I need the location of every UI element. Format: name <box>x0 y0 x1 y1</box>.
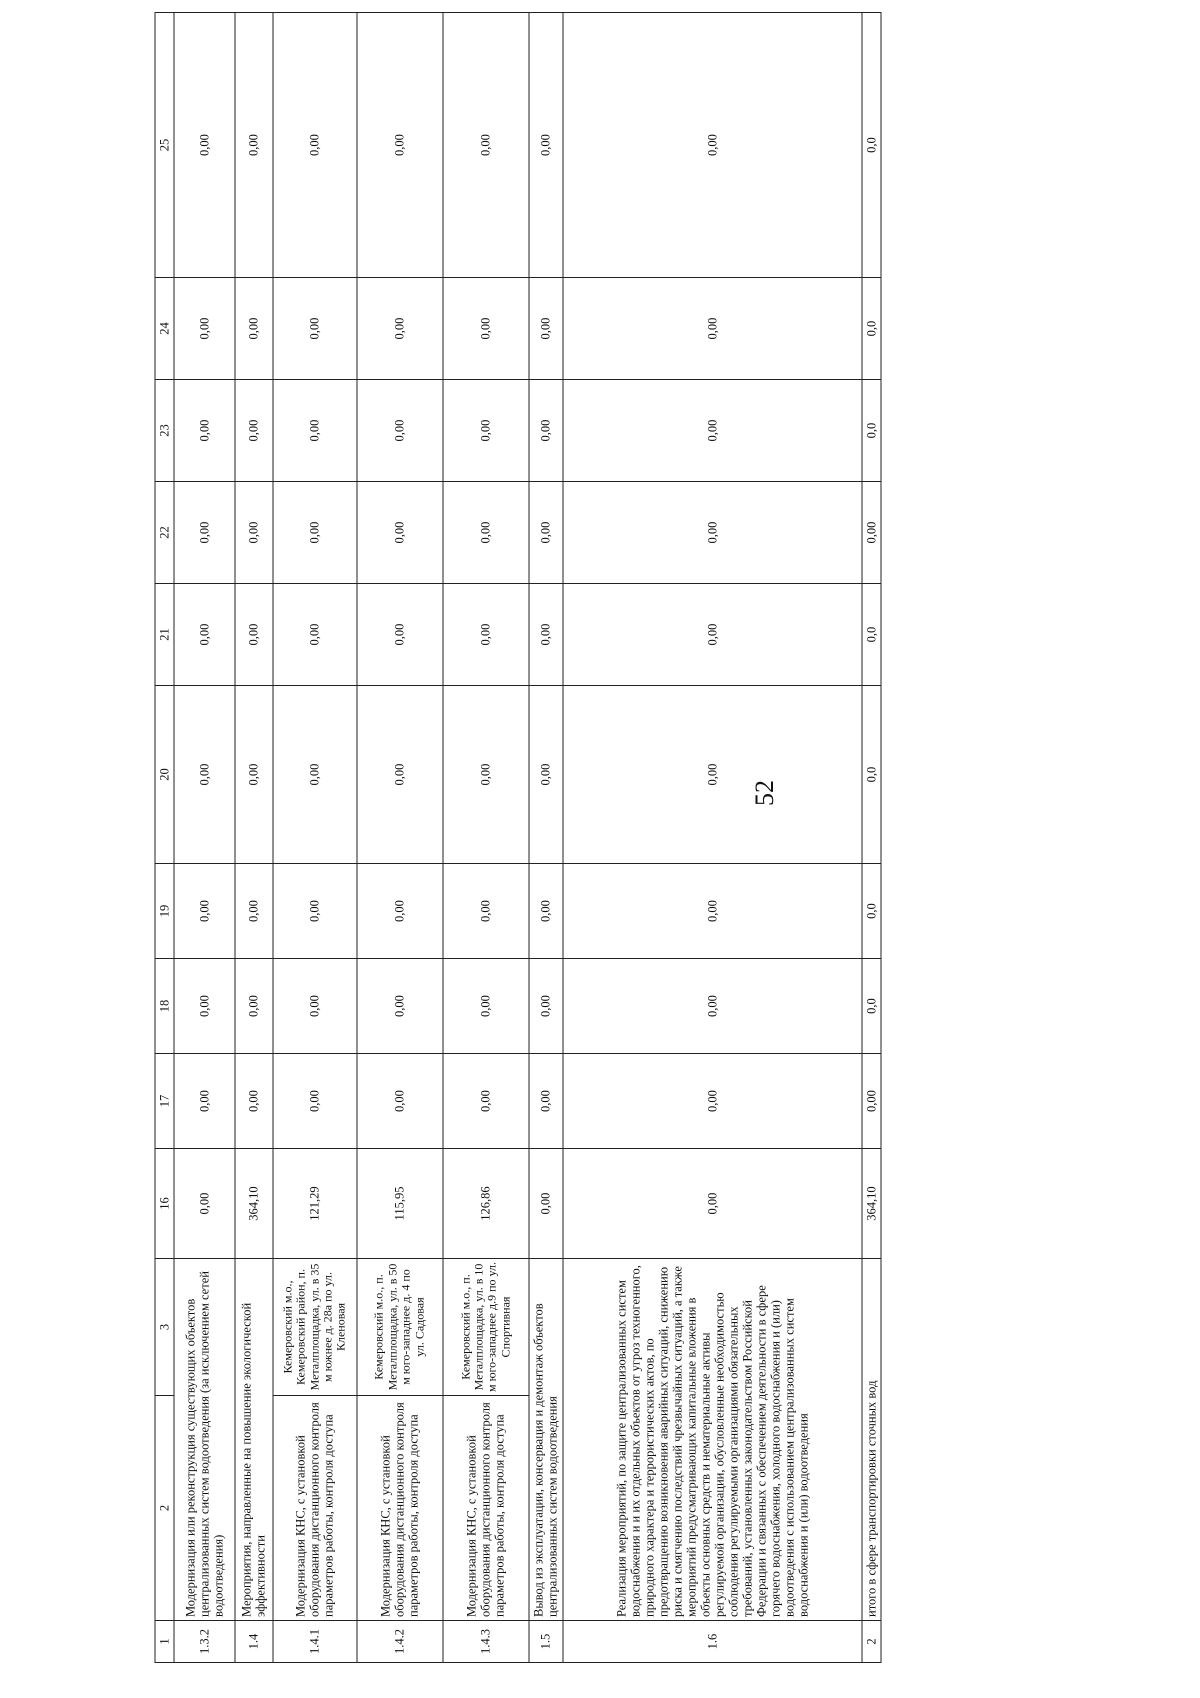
row-name: Реализация мероприятий, по защите централизованных систем водоснабжения и и их отдельных объектов от угроз техногенного, природного характера и террористических актов, по предотвращению возникновения аварийных ситуаций, снижению риска и смягчению последствий чрезвычайных ситуаций, а также мероприятий предусматривающих капитальные вложения в объекты основных средств и нематериальные активы регулируемой организации, обусловленные необходимостью соблюдения регулируемыми организациями обязательных требований, установленных законодательством Российской Федерации и связанных с обеспечением деятельности в сфере горячего водоснабжения, холодного водоснабжения и (или) водоотведения с использованием централизованных систем водоснабжения и (или) водоотведения <box>563 1259 862 1621</box>
value-cell: 364,10 <box>235 1149 273 1259</box>
value-cell: 0,00 <box>862 482 881 584</box>
total-row <box>862 13 881 1663</box>
value-cell: 0,00 <box>529 1149 563 1259</box>
value-cell: 0,0 <box>862 278 881 380</box>
value-cell: 0,00 <box>273 864 357 959</box>
page-number: 52 <box>750 780 779 806</box>
value-cell: 0,00 <box>357 1054 443 1149</box>
header-cell: 25 <box>155 13 174 278</box>
value-cell: 0,00 <box>174 864 235 959</box>
header-cell: 2 <box>155 1396 174 1621</box>
value-cell: 0,00 <box>357 959 443 1054</box>
value-cell: 0,00 <box>529 959 563 1054</box>
table-row <box>443 13 529 1663</box>
value-cell: 0,00 <box>529 278 563 380</box>
rotated-table-container <box>155 13 882 1663</box>
row-name: Модернизация КНС, с установкой оборудования дистанционного контроля параметров работы, контроля доступа <box>357 1396 443 1621</box>
value-cell: 0,00 <box>563 959 862 1054</box>
header-cell: 1 <box>155 1621 174 1663</box>
value-cell: 0,00 <box>273 380 357 482</box>
value-cell: 0,00 <box>174 686 235 864</box>
row-code: 1.4.3 <box>443 1621 529 1663</box>
value-cell: 0,00 <box>443 278 529 380</box>
header-cell: 24 <box>155 278 174 380</box>
value-cell: 0,00 <box>174 380 235 482</box>
value-cell: 0,00 <box>235 482 273 584</box>
value-cell: 0,00 <box>235 686 273 864</box>
row-name: Модернизация или реконструкция существующих объектов централизованных систем водоотведения (за исключением сетей водоотведения) <box>174 1259 235 1621</box>
value-cell: 0,0 <box>862 380 881 482</box>
header-cell: 23 <box>155 380 174 482</box>
value-cell: 121,29 <box>273 1149 357 1259</box>
value-cell: 0,00 <box>235 278 273 380</box>
row-name: Вывод из эксплуатации, консервация и демонтаж объектов централизованных систем водоотведения <box>529 1259 563 1621</box>
value-cell: 0,00 <box>529 13 563 278</box>
value-cell: 0,00 <box>357 13 443 278</box>
value-cell: 0,00 <box>357 864 443 959</box>
value-cell: 0,00 <box>235 1054 273 1149</box>
value-cell: 126,86 <box>443 1149 529 1259</box>
value-cell: 0,00 <box>529 584 563 686</box>
value-cell: 0,00 <box>563 380 862 482</box>
table-row <box>529 13 563 1663</box>
value-cell: 0,00 <box>273 482 357 584</box>
table-row <box>357 13 443 1663</box>
row-code: 1.4.1 <box>273 1621 357 1663</box>
value-cell: 0,00 <box>529 380 563 482</box>
value-cell: 364,10 <box>862 1149 881 1259</box>
row-name: Модернизация КНС, с установкой оборудования дистанционного контроля параметров работы, контроля доступа <box>273 1396 357 1621</box>
header-cell: 20 <box>155 686 174 864</box>
value-cell: 0,00 <box>443 864 529 959</box>
value-cell: 0,00 <box>862 1054 881 1149</box>
value-cell: 0,00 <box>357 278 443 380</box>
value-cell: 0,00 <box>273 1054 357 1149</box>
value-cell: 0,00 <box>273 278 357 380</box>
value-cell: 0,00 <box>235 380 273 482</box>
value-cell: 0,00 <box>529 482 563 584</box>
value-cell: 0,00 <box>357 482 443 584</box>
value-cell: 0,00 <box>235 584 273 686</box>
value-cell: 0,00 <box>563 686 862 864</box>
row-name: итого в сфере транспортировки сточных вод <box>862 1259 881 1621</box>
value-cell: 0,00 <box>235 959 273 1054</box>
row-code: 1.4 <box>235 1621 273 1663</box>
header-cell: 16 <box>155 1149 174 1259</box>
value-cell: 0,00 <box>235 864 273 959</box>
row-name: Модернизация КНС, с установкой оборудования дистанционного контроля параметров работы, контроля доступа <box>443 1396 529 1621</box>
value-cell: 0,00 <box>563 278 862 380</box>
value-cell: 0,00 <box>563 864 862 959</box>
row-code: 1.4.2 <box>357 1621 443 1663</box>
value-cell: 0,00 <box>273 13 357 278</box>
value-cell: 0,00 <box>563 1054 862 1149</box>
value-cell: 0,00 <box>443 686 529 864</box>
value-cell: 0,00 <box>529 686 563 864</box>
value-cell: 0,00 <box>273 959 357 1054</box>
row-name: Мероприятия, направленные на повышение экологической эффективности <box>235 1259 273 1621</box>
value-cell: 0,00 <box>174 1054 235 1149</box>
investment-table <box>155 12 882 1663</box>
row-location: Кемеровский м.о., Кемеровский район, п. Металплощадка, ул. в 35 м южнее д. 28а по ул. Кленовая <box>273 1259 357 1396</box>
value-cell: 0,0 <box>862 864 881 959</box>
header-cell: 18 <box>155 959 174 1054</box>
value-cell: 0,00 <box>174 584 235 686</box>
header-cell: 19 <box>155 864 174 959</box>
table-row <box>273 13 357 1663</box>
value-cell: 0,00 <box>174 482 235 584</box>
value-cell: 0,00 <box>357 380 443 482</box>
header-row <box>155 13 174 1663</box>
row-location: Кемеровский м.о., п. Металплощадка, ул. в 10 м юго-западнее д.9 по ул. Спортивная <box>443 1259 529 1396</box>
value-cell: 0,0 <box>862 686 881 864</box>
value-cell: 0,00 <box>174 959 235 1054</box>
value-cell: 0,00 <box>529 1054 563 1149</box>
value-cell: 0,00 <box>273 584 357 686</box>
row-code: 1.5 <box>529 1621 563 1663</box>
value-cell: 0,00 <box>357 686 443 864</box>
value-cell: 0,00 <box>443 380 529 482</box>
table-row <box>235 13 273 1663</box>
header-cell: 17 <box>155 1054 174 1149</box>
table-row <box>563 13 862 1663</box>
value-cell: 0,00 <box>443 584 529 686</box>
value-cell: 0,00 <box>563 482 862 584</box>
value-cell: 0,00 <box>174 278 235 380</box>
value-cell: 0,00 <box>273 686 357 864</box>
value-cell: 0,00 <box>529 864 563 959</box>
header-cell: 21 <box>155 584 174 686</box>
value-cell: 0,00 <box>443 1054 529 1149</box>
row-code: 1.3.2 <box>174 1621 235 1663</box>
value-cell: 115,95 <box>357 1149 443 1259</box>
value-cell: 0,00 <box>563 13 862 278</box>
value-cell: 0,00 <box>563 584 862 686</box>
row-code: 2 <box>862 1621 881 1663</box>
header-cell: 3 <box>155 1259 174 1396</box>
value-cell: 0,00 <box>357 584 443 686</box>
value-cell: 0,0 <box>862 13 881 278</box>
value-cell: 0,00 <box>443 13 529 278</box>
row-code: 1.6 <box>563 1621 862 1663</box>
value-cell: 0,00 <box>563 1149 862 1259</box>
value-cell: 0,0 <box>862 959 881 1054</box>
table-row <box>174 13 235 1663</box>
row-location: Кемеровский м.о., п. Металплощадка, ул. в 50 м юго-западнее д. 4 по ул. Садовая <box>357 1259 443 1396</box>
header-cell: 22 <box>155 482 174 584</box>
value-cell: 0,0 <box>862 584 881 686</box>
value-cell: 0,00 <box>235 13 273 278</box>
value-cell: 0,00 <box>443 482 529 584</box>
value-cell: 0,00 <box>443 959 529 1054</box>
value-cell: 0,00 <box>174 1149 235 1259</box>
value-cell: 0,00 <box>174 13 235 278</box>
